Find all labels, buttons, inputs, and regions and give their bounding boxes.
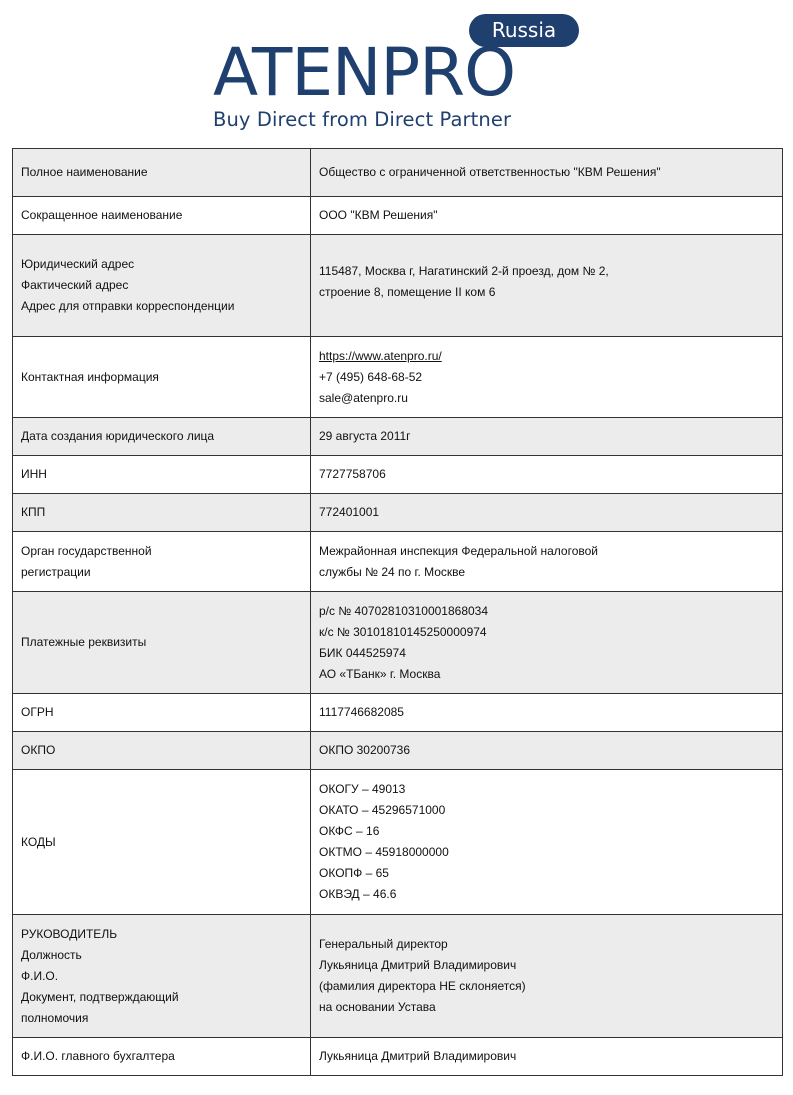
row-label <box>13 456 311 494</box>
row-value <box>311 149 783 197</box>
table-row <box>13 418 783 456</box>
value-line: Лукьяница Дмитрий Владимирович <box>319 958 517 972</box>
row-value <box>311 235 783 337</box>
row-label <box>13 235 311 337</box>
value-line: ОКОПФ – 65 <box>319 866 389 880</box>
value-line: ОКПО 30200736 <box>319 743 411 757</box>
label-line: Документ, подтверждающий <box>21 989 179 1004</box>
table-row <box>13 915 783 1038</box>
label-line: Юридический адрес <box>21 257 135 271</box>
row-value <box>311 418 783 456</box>
label-line: регистрации <box>21 564 91 579</box>
value-line: Общество с ограниченной ответственностью "КВМ Решения" <box>319 165 661 179</box>
row-label <box>13 915 311 1038</box>
value-line: 7727758706 <box>319 467 386 481</box>
value-line: ОКФС – 16 <box>319 824 380 838</box>
value-line: строение 8, помещение II ком 6 <box>319 285 496 299</box>
value-line: АО «ТБанк» г. Москва <box>319 666 441 681</box>
row-value <box>311 770 783 915</box>
row-label <box>13 149 311 197</box>
row-label <box>13 1038 311 1076</box>
table-row <box>13 235 783 337</box>
row-value <box>311 694 783 732</box>
row-value <box>311 532 783 592</box>
row-value <box>311 732 783 770</box>
table-row <box>13 197 783 235</box>
label-line: Орган государственной <box>21 543 152 558</box>
row-value <box>311 197 783 235</box>
logo-badge: Russia <box>469 14 579 47</box>
requisites-table <box>12 148 783 1076</box>
value-line: на основании Устава <box>319 1000 436 1014</box>
value-line: службы № 24 по г. Москве <box>319 564 466 579</box>
row-value <box>311 337 783 418</box>
table-row <box>13 1038 783 1076</box>
label-line: Контактная информация <box>21 369 159 384</box>
label-line: КПП <box>21 505 46 519</box>
row-label <box>13 592 311 694</box>
logo-tagline: Buy Direct from Direct Partner <box>213 108 512 131</box>
value-line: Межрайонная инспекция Федеральной налоговой <box>319 543 599 558</box>
logo-wordmark: ATENPRO <box>213 34 516 111</box>
table-row <box>13 770 783 915</box>
value-line: 115487, Москва г, Нагатинский 2-й проезд, дом № 2, <box>319 264 609 278</box>
row-value <box>311 494 783 532</box>
table-row <box>13 149 783 197</box>
value-line: ОКАТО – 45296571000 <box>319 803 446 817</box>
label-line: ИНН <box>21 467 47 481</box>
label-line: КОДЫ <box>21 834 56 849</box>
row-value <box>311 1038 783 1076</box>
label-line: Дата создания юридического лица <box>21 429 215 443</box>
row-value <box>311 592 783 694</box>
table-row <box>13 494 783 532</box>
label-line: РУКОВОДИТЕЛЬ <box>21 926 118 941</box>
label-line: Должность <box>21 947 82 962</box>
table-row <box>13 592 783 694</box>
row-value <box>311 915 783 1038</box>
table-row <box>13 337 783 418</box>
label-line: Сокращенное наименование <box>21 208 183 222</box>
label-line: Платежные реквизиты <box>21 635 147 649</box>
label-line: Ф.И.О. <box>21 968 59 983</box>
value-line: р/с № 40702810310001868034 <box>319 603 489 618</box>
table-row <box>13 732 783 770</box>
label-line: Полное наименование <box>21 165 148 179</box>
email-text: sale@atenpro.ru <box>319 390 408 405</box>
label-line: полномочия <box>21 1010 89 1025</box>
value-line: ОКВЭД – 46.6 <box>319 887 397 901</box>
row-label <box>13 418 311 456</box>
table-row <box>13 456 783 494</box>
row-label <box>13 732 311 770</box>
table-row <box>13 532 783 592</box>
label-line: Адрес для отправки корреспонденции <box>21 299 235 313</box>
label-line: Фактический адрес <box>21 278 129 292</box>
company-logo <box>0 0 793 145</box>
value-line: 1117746682085 <box>319 705 404 719</box>
value-line: 772401001 <box>319 505 380 519</box>
value-line: ОКТМО – 45918000000 <box>319 845 449 859</box>
phone-text: +7 (495) 648-68-52 <box>319 369 423 384</box>
website-link[interactable]: https://www.atenpro.ru/ <box>319 348 442 363</box>
row-label <box>13 337 311 418</box>
row-label <box>13 532 311 592</box>
row-label <box>13 197 311 235</box>
label-line: ОГРН <box>21 705 54 719</box>
row-label <box>13 494 311 532</box>
label-line: ОКПО <box>21 743 56 757</box>
value-line: Лукьяница Дмитрий Владимирович <box>319 1049 517 1063</box>
row-label <box>13 694 311 732</box>
value-line: ООО "КВМ Решения" <box>319 208 438 222</box>
value-line: БИК 044525974 <box>319 645 406 660</box>
value-line: ОКОГУ – 49013 <box>319 782 406 796</box>
value-line: Генеральный директор <box>319 937 448 951</box>
row-value <box>311 456 783 494</box>
value-line: к/с № 30101810145250000974 <box>319 624 487 639</box>
label-line: Ф.И.О. главного бухгалтера <box>21 1049 175 1063</box>
value-line: 29 августа 2011г <box>319 429 411 443</box>
row-label <box>13 770 311 915</box>
value-line: (фамилия директора НЕ склоняется) <box>319 979 526 993</box>
table-row <box>13 694 783 732</box>
